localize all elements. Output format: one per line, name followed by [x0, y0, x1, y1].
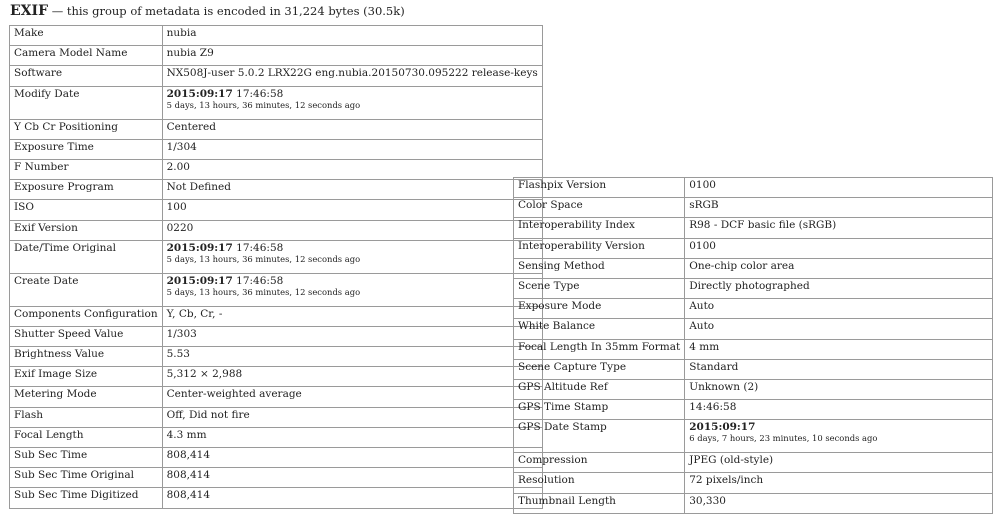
metadata-value: 14:46:58 [685, 400, 993, 420]
metadata-value: 808,414 [162, 448, 542, 468]
metadata-key: Date/Time Original [10, 240, 163, 273]
exif-table-right [513, 177, 993, 514]
metadata-key: F Number [10, 159, 163, 179]
metadata-row [514, 218, 993, 238]
metadata-key: Modify Date [10, 86, 163, 119]
metadata-key: Sub Sec Time [10, 448, 163, 468]
metadata-value: sRGB [685, 198, 993, 218]
metadata-value: nubia [162, 26, 542, 46]
metadata-row [10, 468, 543, 488]
metadata-key: Flash [10, 407, 163, 427]
metadata-key: Exif Image Size [10, 367, 163, 387]
metadata-row [10, 66, 543, 86]
date-value: 2015:09:17 [166, 87, 233, 100]
metadata-row [10, 488, 543, 508]
metadata-key: ISO [10, 200, 163, 220]
metadata-value: 0100 [685, 178, 993, 198]
metadata-row [514, 278, 993, 298]
metadata-value [685, 420, 993, 453]
metadata-row [514, 178, 993, 198]
relative-time: 5 days, 13 hours, 36 minutes, 12 seconds ago [166, 286, 361, 297]
metadata-value: R98 - DCF basic file (sRGB) [685, 218, 993, 238]
metadata-row [514, 299, 993, 319]
metadata-value: 100 [162, 200, 542, 220]
metadata-row [10, 427, 543, 447]
metadata-value: Not Defined [162, 180, 542, 200]
metadata-row [10, 273, 543, 306]
metadata-row [10, 46, 543, 66]
metadata-value: Y, Cb, Cr, - [162, 306, 542, 326]
time-value: 17:46:58 [236, 241, 284, 254]
metadata-key: Metering Mode [10, 387, 163, 407]
metadata-value: Center-weighted average [162, 387, 542, 407]
metadata-value: Standard [685, 359, 993, 379]
exif-size-text: this group of metadata is encoded in 31,224 bytes (30.5k) [66, 4, 405, 18]
metadata-row [10, 180, 543, 200]
metadata-value [162, 273, 542, 306]
metadata-key: Y Cb Cr Positioning [10, 119, 163, 139]
time-value: 17:46:58 [236, 274, 284, 287]
metadata-row [10, 306, 543, 326]
metadata-row [10, 448, 543, 468]
metadata-value: 0220 [162, 220, 542, 240]
metadata-row [10, 119, 543, 139]
metadata-row [10, 220, 543, 240]
metadata-key: Compression [514, 453, 685, 473]
metadata-value: 4.3 mm [162, 427, 542, 447]
metadata-row [514, 453, 993, 473]
metadata-row [514, 400, 993, 420]
metadata-value: 0100 [685, 238, 993, 258]
metadata-row [514, 238, 993, 258]
metadata-key: Components Configuration [10, 306, 163, 326]
metadata-key: Make [10, 26, 163, 46]
metadata-row [514, 493, 993, 513]
metadata-key: Sub Sec Time Digitized [10, 488, 163, 508]
metadata-row [514, 258, 993, 278]
metadata-key: Create Date [10, 273, 163, 306]
metadata-value: JPEG (old-style) [685, 453, 993, 473]
metadata-row [10, 240, 543, 273]
metadata-key: GPS Altitude Ref [514, 379, 685, 399]
header-dash: — [51, 4, 64, 18]
metadata-row [10, 367, 543, 387]
metadata-value: nubia Z9 [162, 46, 542, 66]
metadata-row [10, 347, 543, 367]
metadata-key: Camera Model Name [10, 46, 163, 66]
metadata-row [514, 473, 993, 493]
metadata-key: GPS Time Stamp [514, 400, 685, 420]
metadata-key: Exif Version [10, 220, 163, 240]
metadata-key: Resolution [514, 473, 685, 493]
metadata-value [162, 86, 542, 119]
metadata-row [514, 359, 993, 379]
metadata-key: Scene Type [514, 278, 685, 298]
metadata-value: 5,312 × 2,988 [162, 367, 542, 387]
metadata-row [10, 26, 543, 46]
date-value: 2015:09:17 [689, 421, 756, 434]
metadata-key: Exposure Mode [514, 299, 685, 319]
metadata-row [514, 379, 993, 399]
metadata-value: 30,330 [685, 493, 993, 513]
metadata-key: Sensing Method [514, 258, 685, 278]
metadata-value: 808,414 [162, 488, 542, 508]
metadata-value: 2.00 [162, 159, 542, 179]
exif-section-header [10, 3, 405, 19]
metadata-row [10, 139, 543, 159]
metadata-key: Flashpix Version [514, 178, 685, 198]
metadata-key: Shutter Speed Value [10, 326, 163, 346]
metadata-value: Centered [162, 119, 542, 139]
metadata-value: Unknown (2) [685, 379, 993, 399]
metadata-key: Exposure Time [10, 139, 163, 159]
metadata-row [514, 198, 993, 218]
metadata-row [514, 339, 993, 359]
metadata-row [10, 387, 543, 407]
exif-table-left [9, 25, 543, 509]
date-value: 2015:09:17 [166, 241, 233, 254]
metadata-row [514, 420, 993, 453]
metadata-key: Brightness Value [10, 347, 163, 367]
metadata-row [10, 159, 543, 179]
metadata-value: 5.53 [162, 347, 542, 367]
metadata-value: Auto [685, 299, 993, 319]
metadata-value: Auto [685, 319, 993, 339]
metadata-value: Directly photographed [685, 278, 993, 298]
metadata-key: GPS Date Stamp [514, 420, 685, 453]
metadata-row [514, 319, 993, 339]
exif-label: EXIF [10, 3, 49, 19]
metadata-value: 72 pixels/inch [685, 473, 993, 493]
metadata-key: Sub Sec Time Original [10, 468, 163, 488]
metadata-value: 808,414 [162, 468, 542, 488]
relative-time: 6 days, 7 hours, 23 minutes, 10 seconds ago [689, 433, 878, 444]
metadata-row [10, 407, 543, 427]
metadata-value: 1/303 [162, 326, 542, 346]
metadata-key: Interoperability Version [514, 238, 685, 258]
metadata-row [10, 326, 543, 346]
metadata-value [162, 240, 542, 273]
metadata-row [10, 86, 543, 119]
metadata-value: One-chip color area [685, 258, 993, 278]
metadata-key: Software [10, 66, 163, 86]
metadata-value: 1/304 [162, 139, 542, 159]
metadata-key: Interoperability Index [514, 218, 685, 238]
metadata-key: Focal Length In 35mm Format [514, 339, 685, 359]
metadata-value: NX508J-user 5.0.2 LRX22G eng.nubia.20150730.095222 release-keys [162, 66, 542, 86]
metadata-key: Thumbnail Length [514, 493, 685, 513]
date-value: 2015:09:17 [166, 274, 233, 287]
metadata-key: Focal Length [10, 427, 163, 447]
metadata-key: Exposure Program [10, 180, 163, 200]
relative-time: 5 days, 13 hours, 36 minutes, 12 seconds ago [166, 99, 361, 110]
metadata-row [10, 200, 543, 220]
metadata-key: Scene Capture Type [514, 359, 685, 379]
metadata-value: 4 mm [685, 339, 993, 359]
relative-time: 5 days, 13 hours, 36 minutes, 12 seconds ago [166, 253, 361, 264]
time-value: 17:46:58 [236, 87, 284, 100]
metadata-key: Color Space [514, 198, 685, 218]
metadata-value: Off, Did not fire [162, 407, 542, 427]
metadata-key: White Balance [514, 319, 685, 339]
